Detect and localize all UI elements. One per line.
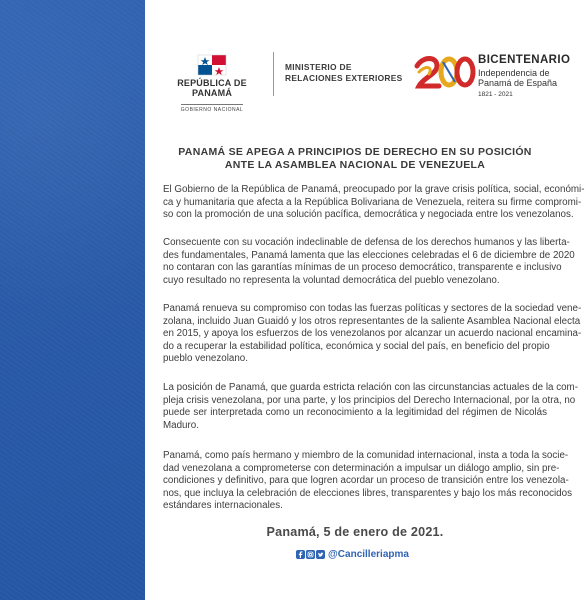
ministry-line-2: RELACIONES EXTERIORES (285, 73, 403, 83)
bicentenario-line-2: Panamá de España (478, 78, 558, 88)
paragraph-1 (163, 184, 585, 222)
paragraph-line: pleja crisis venezolana, por una parte, y los principios del Derecho Internacional, por la otra, no (163, 394, 576, 406)
decorative-side-band (0, 0, 145, 600)
instagram-icon[interactable] (306, 550, 315, 559)
document-title (163, 146, 547, 172)
facebook-icon[interactable] (296, 550, 305, 559)
title-line-1: PANAMÁ SE APEGA A PRINCIPIOS DE DERECHO EN SU POSICIÓN (178, 146, 532, 158)
paragraph-line: cuyo resultado no representa la voluntad democrática del pueblo venezolano. (163, 274, 500, 286)
paragraph-line: zolana, incluido Juan Guaidó y los otros representantes de la saliente Asamblea Nacional electa (163, 315, 581, 327)
communique-page (145, 0, 585, 600)
paragraph-line: Panamá, como país hermano y miembro de la comunidad internacional, insta a toda la socie- (163, 450, 569, 461)
bicentenario-title: BICENTENARIO (478, 54, 571, 66)
bicentenario-line-1: Independencia de (478, 68, 550, 78)
header-divider (273, 52, 274, 96)
paragraph-line: Panamá renueva su compromiso con todas las fuerzas políticas y sectores de la sociedad vene- (163, 303, 582, 314)
paragraph-line: Consecuente con su vocación indeclinable de defensa de los derechos humanos y las liberta- (163, 237, 570, 248)
paragraph-3 (163, 303, 582, 366)
paragraph-line: nos, que incluya la celebración de elecciones libres, transparentes y bajo los más reconocidos (163, 487, 572, 499)
paragraph-line: pueblo venezolano. (163, 353, 248, 365)
paragraph-line: ca y humanitaria que afecta a la República Bolivariana de Venezuela, reitera su firme compromi- (163, 196, 582, 208)
ministry-line-1: MINISTERIO DE (285, 62, 352, 72)
paragraph-line: El Gobierno de la República de Panamá, preocupado por la grave crisis política, social, económi- (163, 184, 585, 195)
document-date: Panamá, 5 de enero de 2021. (266, 525, 444, 539)
document-header (145, 0, 571, 113)
ministry-name (285, 62, 405, 84)
paragraph-line: condiciones y definitivo, para que logren acordar un proceso de transición entre los venezola- (163, 475, 569, 487)
paragraph-4 (163, 382, 578, 432)
paragraph-2 (163, 237, 575, 287)
paragraph-line: Maduro. (163, 419, 199, 431)
social-footer (145, 546, 560, 564)
panama-logo-name: REPÚBLICA DE PANAMÁ (177, 78, 247, 98)
bicentenario-logo (415, 48, 571, 103)
panama-government-logo (157, 55, 267, 116)
social-handle[interactable]: @Cancilleriapma (328, 549, 409, 561)
paragraph-line: do a recuperar la estabilidad política, económica y social del país, en beneficio del propio (163, 340, 550, 352)
panama-logo-subtitle: GOBIERNO NACIONAL (181, 104, 243, 113)
paragraph-line: estándares internacionales. (163, 500, 283, 512)
paragraph-line: so con la promoción de una solución pacífica, democrática y negociada entre los venezolanos. (163, 209, 574, 221)
paragraph-line: en 2015, y apoya los esfuerzos de los venezolanos por alcanzar un acuerdo nacional encamina- (163, 328, 582, 340)
panama-flag-icon (198, 55, 226, 75)
paragraph-line: La posición de Panamá, que guarda estricta relación con las circunstancias actuales de la com- (163, 382, 578, 393)
bicentenario-200-icon (415, 52, 475, 92)
paragraph-line: dad venezolana a comprometerse con determinación a impulsar un diálogo amplio, sin pre- (163, 462, 560, 474)
twitter-icon[interactable] (316, 550, 325, 559)
paragraph-line: puede ser interpretada como un reconocimiento a la legitimidad del régimen de Nicolás (163, 407, 547, 419)
bicentenario-years: 1821 - 2021 (478, 91, 513, 98)
title-line-2: ANTE LA ASAMBLEA NACIONAL DE VENEZUELA (224, 159, 486, 171)
paragraph-line: des fundamentales, Panamá lamenta que las elecciones celebradas el 6 de diciembre de 2020 (163, 249, 575, 261)
paragraph-line: no contaran con las garantías mínimas de un proceso democrático, transparente e inclusivo (163, 262, 562, 274)
paragraph-5 (163, 450, 572, 513)
